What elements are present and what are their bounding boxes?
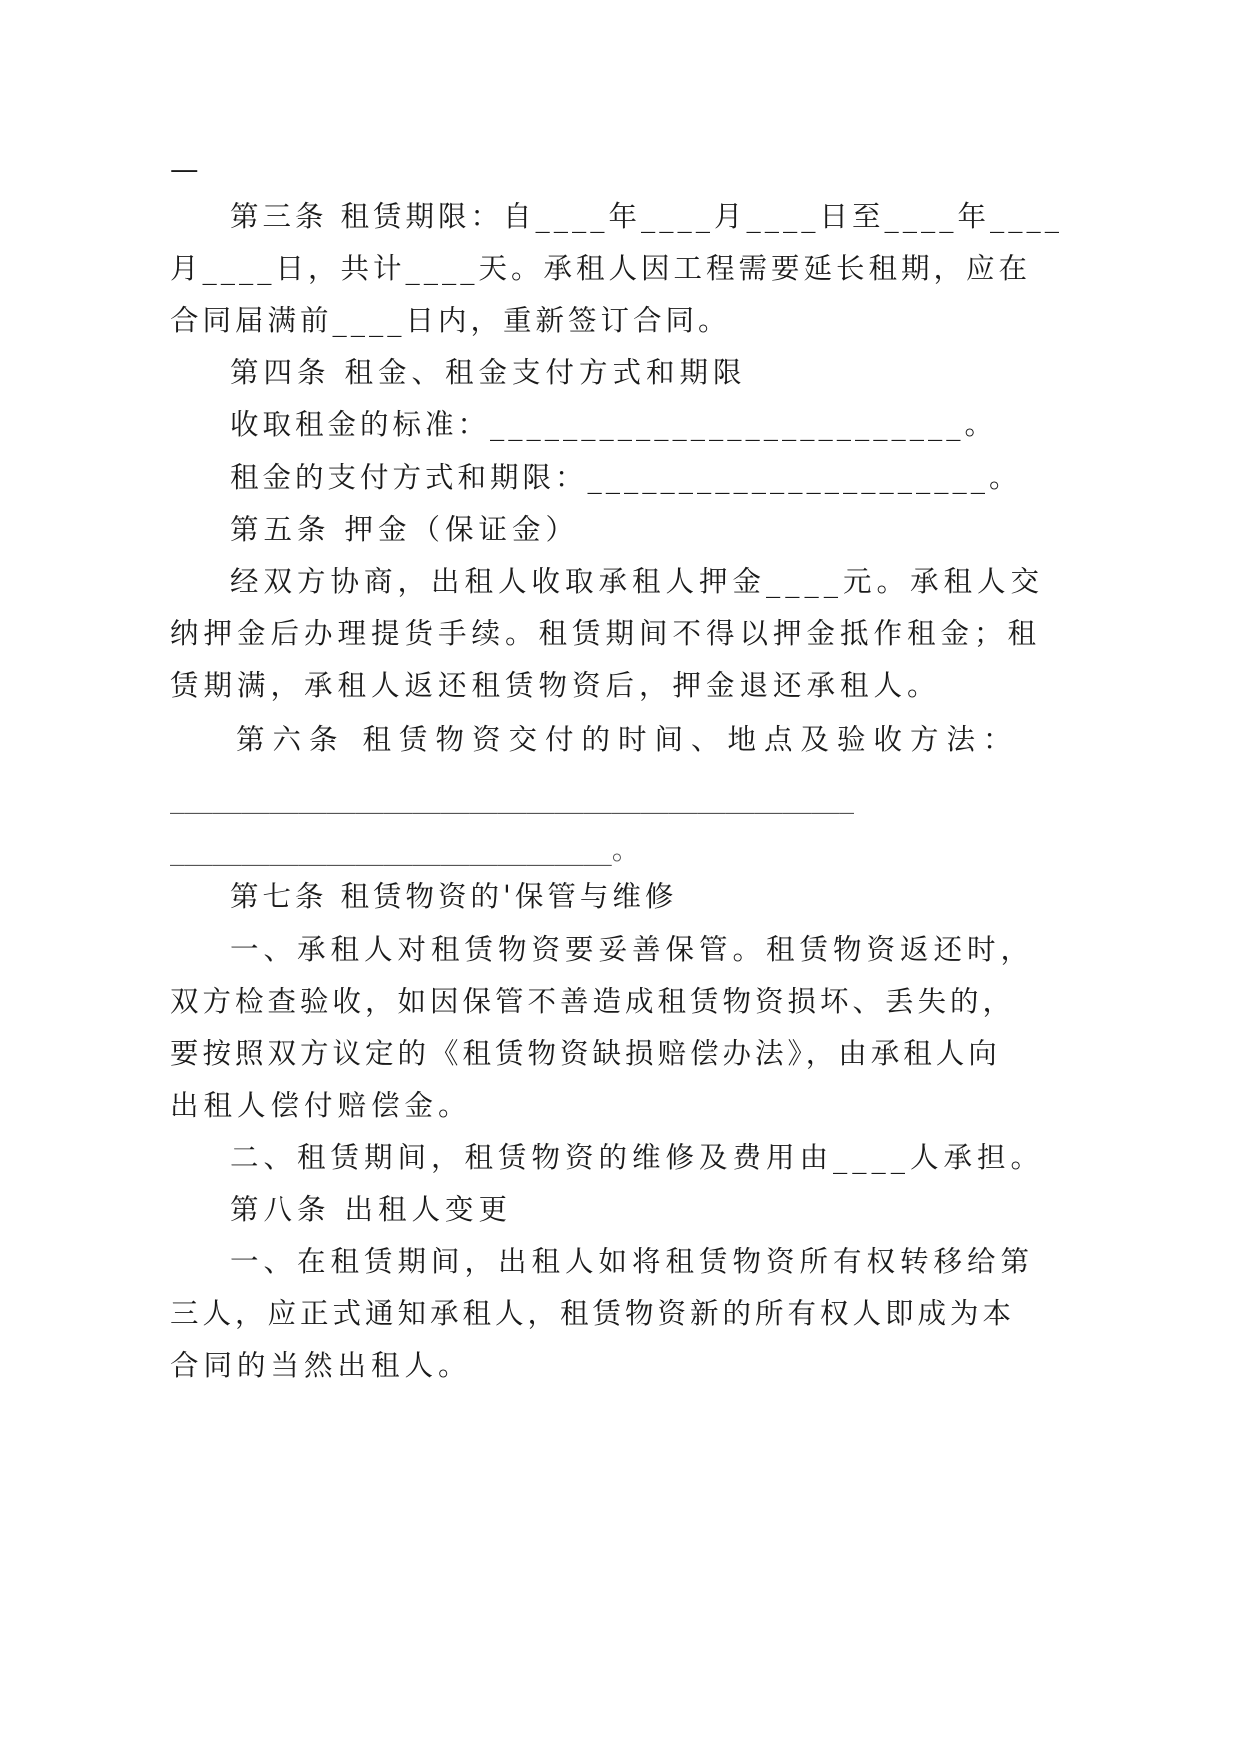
article-7-line-2: 双方检查验收，如因保管不善造成租赁物资损坏、丢失的，	[170, 985, 1016, 1018]
article-4-heading: 第四条 租金、租金支付方式和期限	[230, 356, 747, 389]
article-7-heading: 第七条 租赁物资的'保管与维修	[230, 880, 678, 913]
article-6-blank-line-1: ________________________________________________	[170, 781, 854, 814]
article-5-line-3: 赁期满，承租人返还租赁物资后，押金退还承租人。	[170, 669, 941, 702]
article-7-line-5: 二、租赁期间，租赁物资的维修及费用由____人承担。	[230, 1141, 1045, 1174]
article-8-line-1: 一、在租赁期间，出租人如将租赁物资所有权转移给第	[230, 1245, 1035, 1278]
article-3-line-3: 合同届满前____日内，重新签订合同。	[170, 304, 731, 337]
article-8-line-3: 合同的当然出租人。	[170, 1349, 472, 1382]
article-5-line-1: 经双方协商，出租人收取承租人押金____元。承租人交	[230, 565, 1045, 598]
article-7-line-4: 出租人偿付赔偿金。	[170, 1089, 472, 1122]
article-6-blank-line-2: _______________________________。	[170, 833, 641, 866]
article-3-line-1: 第三条 租赁期限：自____年____月____日至____年____	[230, 200, 1064, 233]
article-5-heading: 第五条 押金（保证金）	[230, 513, 580, 546]
rent-standard-line: 收取租金的标准：__________________________。	[230, 408, 998, 441]
article-5-line-2: 纳押金后办理提货手续。租赁期间不得以押金抵作租金；租	[170, 617, 1042, 650]
article-6-heading: 第六条 租赁物资交付的时间、地点及验收方法：	[236, 723, 1020, 756]
article-7-line-1: 一、承租人对租赁物资要妥善保管。租赁物资返还时，	[230, 933, 1035, 966]
article-3-line-2: 月____日，共计____天。承租人因工程需要延长租期，应在	[170, 252, 1032, 285]
leading-dash: —	[170, 153, 199, 186]
article-8-heading: 第八条 出租人变更	[230, 1193, 513, 1226]
article-8-line-2: 三人，应正式通知承租人，租赁物资新的所有权人即成为本	[170, 1297, 1016, 1330]
rent-payment-line: 租金的支付方式和期限：______________________。	[230, 461, 1022, 494]
article-7-line-3: 要按照双方议定的《租赁物资缺损赔偿办法》，由承租人向	[170, 1037, 1001, 1070]
